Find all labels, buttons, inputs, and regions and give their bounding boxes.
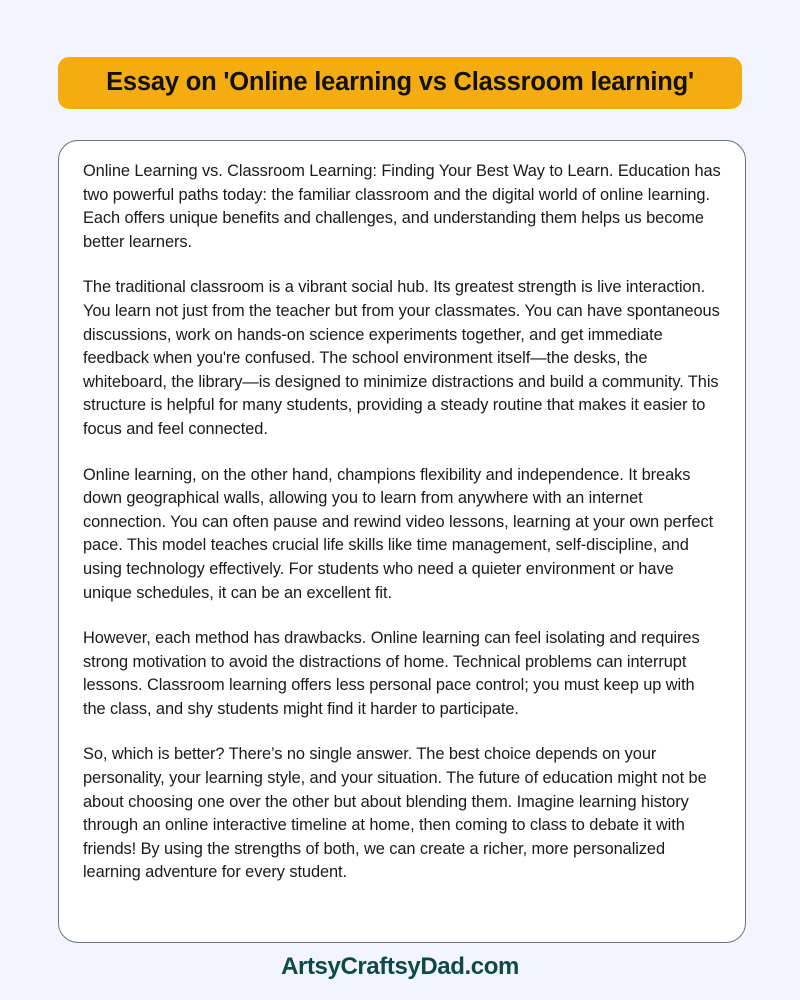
essay-paragraph-2: The traditional classroom is a vibrant social hub. Its greatest strength is live interaction. You learn not just from the teacher but from your classmates. You can have spontaneous discussions, work on hands-on science experiments together, and get immediate feedback when you're confused. The school environment itself—the desks, the whiteboard, the library—is designed to minimize distractions and build a community. This structure is helpful for many students, providing a steady routine that makes it easier to focus and feel connected. [83, 278, 720, 438]
brand-watermark: ArtsyCraftsyDad.com [281, 953, 519, 980]
essay-card [58, 140, 746, 943]
essay-paragraph-4: However, each method has drawbacks. Online learning can feel isolating and requires strong motivation to avoid the distractions of home. Technical problems can interrupt lessons. Classroom learning offers less personal pace control; you must keep up with the class, and shy students might find it harder to participate. [83, 629, 700, 718]
essay-paragraph-5: So, which is better? There’s no single answer. The best choice depends on your personality, your learning style, and your situation. The future of education might not be about choosing one over the other but about blending them. Imagine learning history through an online interactive timeline at home, then coming to class to debate it with friends! By using the strengths of both, we can create a richer, more personalized learning adventure for every student. [83, 745, 707, 882]
essay-paragraph-3: Online learning, on the other hand, champions flexibility and independence. It breaks down geographical walls, allowing you to learn from anywhere with an internet connection. You can often pause and rewind video lessons, learning at your own perfect pace. This model teaches crucial life skills like time management, self-discipline, and using technology effectively. For students who need a quieter environment or have unique schedules, it can be an excellent fit. [83, 465, 714, 602]
essay-body [83, 160, 721, 885]
page-title: Essay on 'Online learning vs Classroom learning' [106, 68, 694, 97]
essay-paragraph-1: Online Learning vs. Classroom Learning: Finding Your Best Way to Learn. Education has two powerful paths today: the familiar classroom and the digital world of online learning. Each offers unique benefits and challenges, and understanding them helps us become better learners. [83, 162, 721, 251]
footer [0, 955, 800, 979]
title-banner [58, 57, 742, 109]
